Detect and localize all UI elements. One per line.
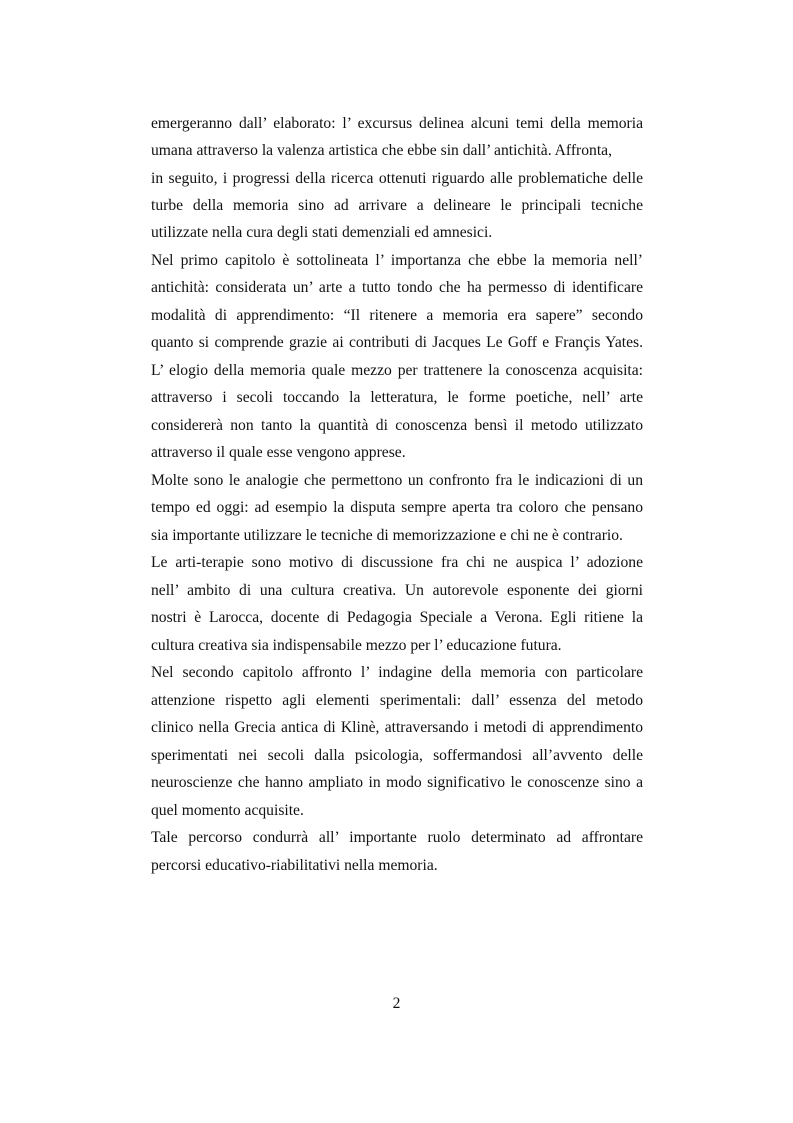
text-line: attraverso il quale esse vengono apprese.: [151, 444, 406, 461]
text-line: clinico nella Grecia antica di Klinè, attraversando i metodi di apprendimento: [151, 719, 643, 736]
text-line: utilizzate nella cura degli stati demenziali ed amnesici.: [151, 224, 493, 241]
text-line: Tale percorso condurrà all’ importante ruolo determinato ad affrontare: [151, 829, 643, 846]
text-line: nostri è Larocca, docente di Pedagogia Speciale a Verona. Egli ritiene la: [151, 609, 643, 626]
text-line: modalità di apprendimento: “Il ritenere a memoria era sapere” secondo: [151, 307, 643, 324]
text-line: cultura creativa sia indispensabile mezzo per l’ educazione futura.: [151, 637, 562, 654]
text-line: sia importante utilizzare le tecniche di memorizzazione e chi ne è contrario.: [151, 527, 623, 544]
text-line: Nel secondo capitolo affronto l’ indagine della memoria con particolare: [151, 664, 643, 681]
text-line: sperimentati nei secoli dalla psicologia, soffermandosi all’avvento delle: [151, 747, 643, 764]
text-line: L’ elogio della memoria quale mezzo per trattenere la conoscenza acquisita:: [151, 362, 643, 379]
text-line: emergeranno dall’ elaborato: l’ excursus delinea alcuni temi della memoria: [151, 115, 643, 132]
text-line: Nel primo capitolo è sottolineata l’ importanza che ebbe la memoria nell’: [151, 252, 643, 269]
text-line: considererà non tanto la quantità di conoscenza bensì il metodo utilizzato: [151, 417, 643, 434]
text-line: neuroscienze che hanno ampliato in modo significativo le conoscenze sino a: [151, 774, 643, 791]
text-line: nell’ ambito di una cultura creativa. Un autorevole esponente dei giorni: [151, 582, 643, 599]
text-line: tempo ed oggi: ad esempio la disputa sempre aperta tra coloro che pensano: [151, 499, 643, 516]
text-line: attenzione rispetto agli elementi sperimentali: dall’ essenza del metodo: [151, 692, 643, 709]
text-line: Molte sono le analogie che permettono un confronto fra le indicazioni di un: [151, 472, 643, 489]
text-line: percorsi educativo-riabilitativi nella memoria.: [151, 857, 438, 874]
text-line: umana attraverso la valenza artistica che ebbe sin dall’ antichità. Affronta,: [151, 142, 612, 159]
text-line: quel momento acquisite.: [151, 802, 304, 819]
text-line: antichità: considerata un’ arte a tutto tondo che ha permesso di identificare: [151, 279, 643, 296]
text-line: quanto si comprende grazie ai contributi di Jacques Le Goff e Françis Yates.: [151, 334, 643, 351]
text-line: attraverso i secoli toccando la letteratura, le forme poetiche, nell’ arte: [151, 389, 643, 406]
text-line: turbe della memoria sino ad arrivare a delineare le principali tecniche: [151, 197, 643, 214]
text-line: Le arti-terapie sono motivo di discussione fra chi ne auspica l’ adozione: [151, 554, 643, 571]
text-line: in seguito, i progressi della ricerca ottenuti riguardo alle problematiche delle: [151, 170, 643, 187]
page-number: 2: [392, 995, 401, 1012]
